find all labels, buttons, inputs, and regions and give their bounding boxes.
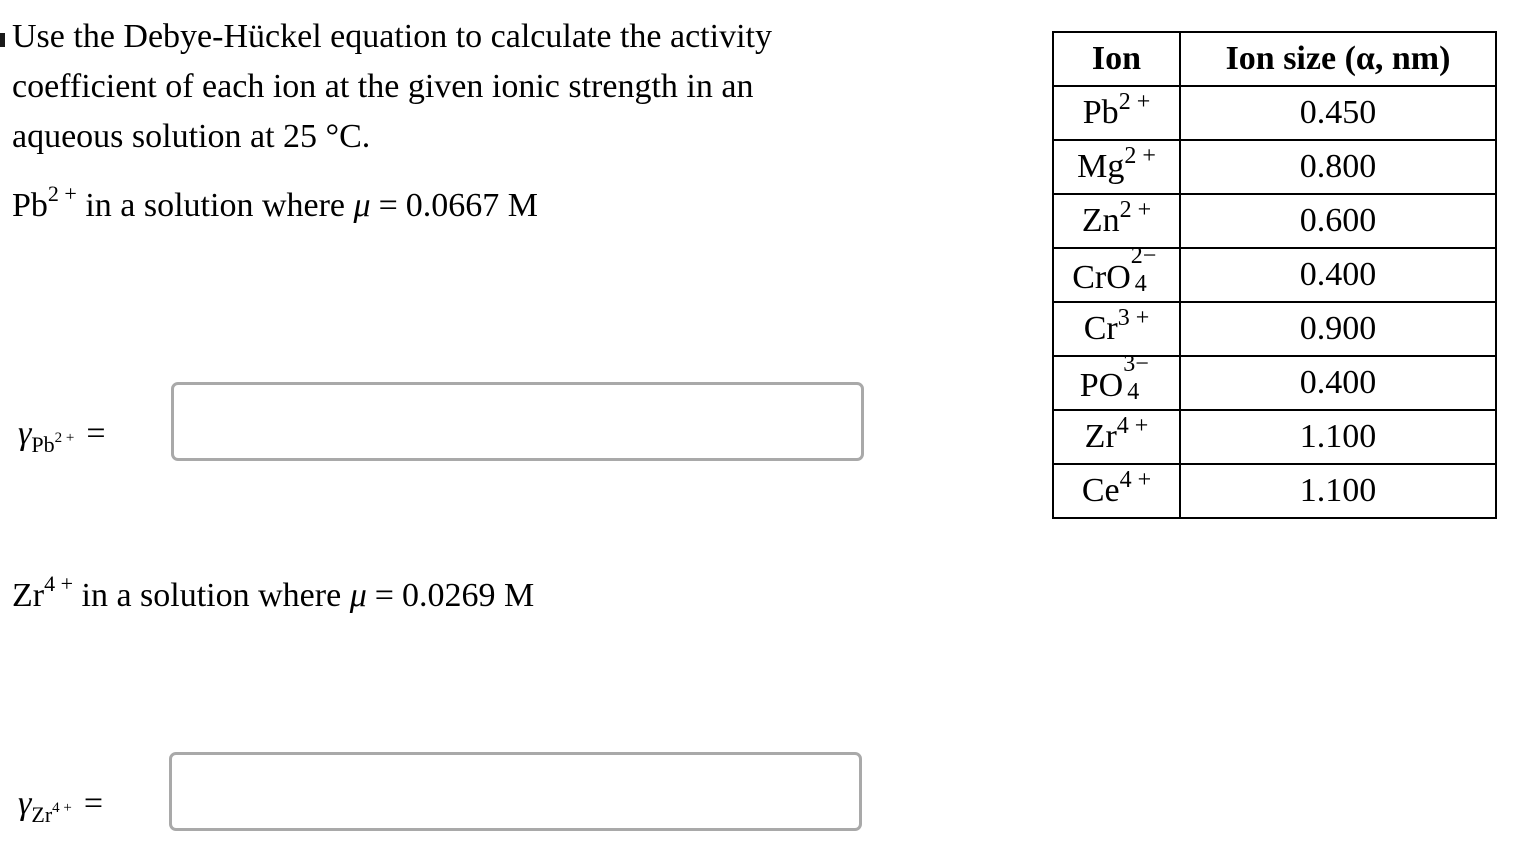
- table-row: [1053, 86, 1496, 140]
- part-1-mu: μ: [353, 187, 371, 224]
- ion-subscript: 4: [1134, 270, 1147, 297]
- ion-charge: 2 +: [1124, 143, 1156, 169]
- ion-charge: 4 +: [1119, 467, 1152, 493]
- answer-equals: =: [83, 785, 104, 822]
- ion-cell: [1053, 464, 1180, 518]
- ion-symbol: Zr: [1084, 418, 1117, 455]
- ion-cell: [1053, 194, 1180, 248]
- part-2-prompt: [12, 571, 535, 616]
- part-1-equals: =: [378, 187, 398, 224]
- part-2-value: 0.0269 M: [401, 577, 535, 614]
- ion-size-table: [1052, 31, 1497, 519]
- part-1-answer-label: [18, 414, 106, 457]
- ion-size-cell: 0.400: [1180, 356, 1496, 410]
- table-row: [1053, 194, 1496, 248]
- part-1-ion: $Pb^{2 +}$: [12, 181, 77, 224]
- ion-size-cell: 0.800: [1180, 140, 1496, 194]
- ion-size-cell: 0.600: [1180, 194, 1496, 248]
- ion-symbol: Zn: [1081, 202, 1120, 239]
- part-2-answer-input[interactable]: [169, 752, 862, 831]
- header-ion: Ion: [1053, 32, 1180, 86]
- question-intro: Use the Debye-Hückel equation to calculate the activity coefficient of each ion at the given ionic strength in an aqueous solution at 25 °C.: [12, 18, 772, 155]
- table-row: [1053, 356, 1496, 410]
- gamma-symbol: γ: [18, 785, 32, 822]
- table-row: [1053, 464, 1496, 518]
- ion-symbol: Mg: [1077, 148, 1125, 185]
- table-header-row: [1053, 32, 1496, 86]
- ion-charge: 2−: [1130, 242, 1157, 269]
- ion-subscript: 4: [1127, 378, 1140, 405]
- ion-size-cell: 0.900: [1180, 302, 1496, 356]
- ion-symbol: Cr: [1083, 310, 1118, 347]
- ion-symbol: PO: [1079, 366, 1124, 404]
- part-2-answer-label: [18, 784, 104, 827]
- ion-symbol: CrO: [1072, 258, 1131, 296]
- gamma-subscript: Pb2 +: [31, 430, 75, 457]
- ion-size-cell: 1.100: [1180, 464, 1496, 518]
- ion-cell: [1053, 242, 1180, 302]
- ion-charge: 3 +: [1117, 305, 1150, 331]
- part-1-text: in a solution where: [85, 187, 346, 224]
- part-2-ion: $Zr^{4 +}$: [12, 571, 74, 614]
- ion-cell: [1053, 350, 1180, 410]
- ion-charge: 2 +: [1118, 89, 1151, 115]
- part-1-value: 0.0667 M: [405, 187, 539, 224]
- table-row: [1053, 248, 1496, 302]
- ion-charge: 3−: [1123, 350, 1149, 377]
- table-row: [1053, 302, 1496, 356]
- answer-equals: =: [86, 415, 106, 452]
- ion-size-cell: 0.400: [1180, 248, 1496, 302]
- ion-cell: [1053, 86, 1180, 140]
- ion-cell: [1053, 302, 1180, 356]
- ion-charge: 2 +: [1119, 197, 1152, 223]
- ion-table-body: [1053, 86, 1496, 518]
- part-1-prompt: [12, 181, 539, 226]
- part-1-answer-input[interactable]: [171, 382, 864, 461]
- ion-size-cell: 1.100: [1180, 410, 1496, 464]
- header-ion-size: Ion size (α, nm): [1180, 32, 1496, 86]
- part-2-equals: =: [374, 577, 394, 614]
- gamma-symbol: γ: [18, 415, 32, 452]
- ion-cell: [1053, 410, 1180, 464]
- ion-cell: [1053, 140, 1180, 194]
- part-2-text: in a solution where: [81, 577, 342, 614]
- table-row: [1053, 140, 1496, 194]
- left-edge-marker: [0, 33, 5, 47]
- ion-symbol: Pb: [1082, 94, 1119, 131]
- ion-charge: 4 +: [1116, 413, 1149, 439]
- ion-symbol: Ce: [1081, 472, 1120, 509]
- gamma-subscript: Zr4 +: [31, 800, 72, 827]
- table-row: [1053, 410, 1496, 464]
- part-2-mu: μ: [349, 577, 367, 614]
- ion-size-cell: 0.450: [1180, 86, 1496, 140]
